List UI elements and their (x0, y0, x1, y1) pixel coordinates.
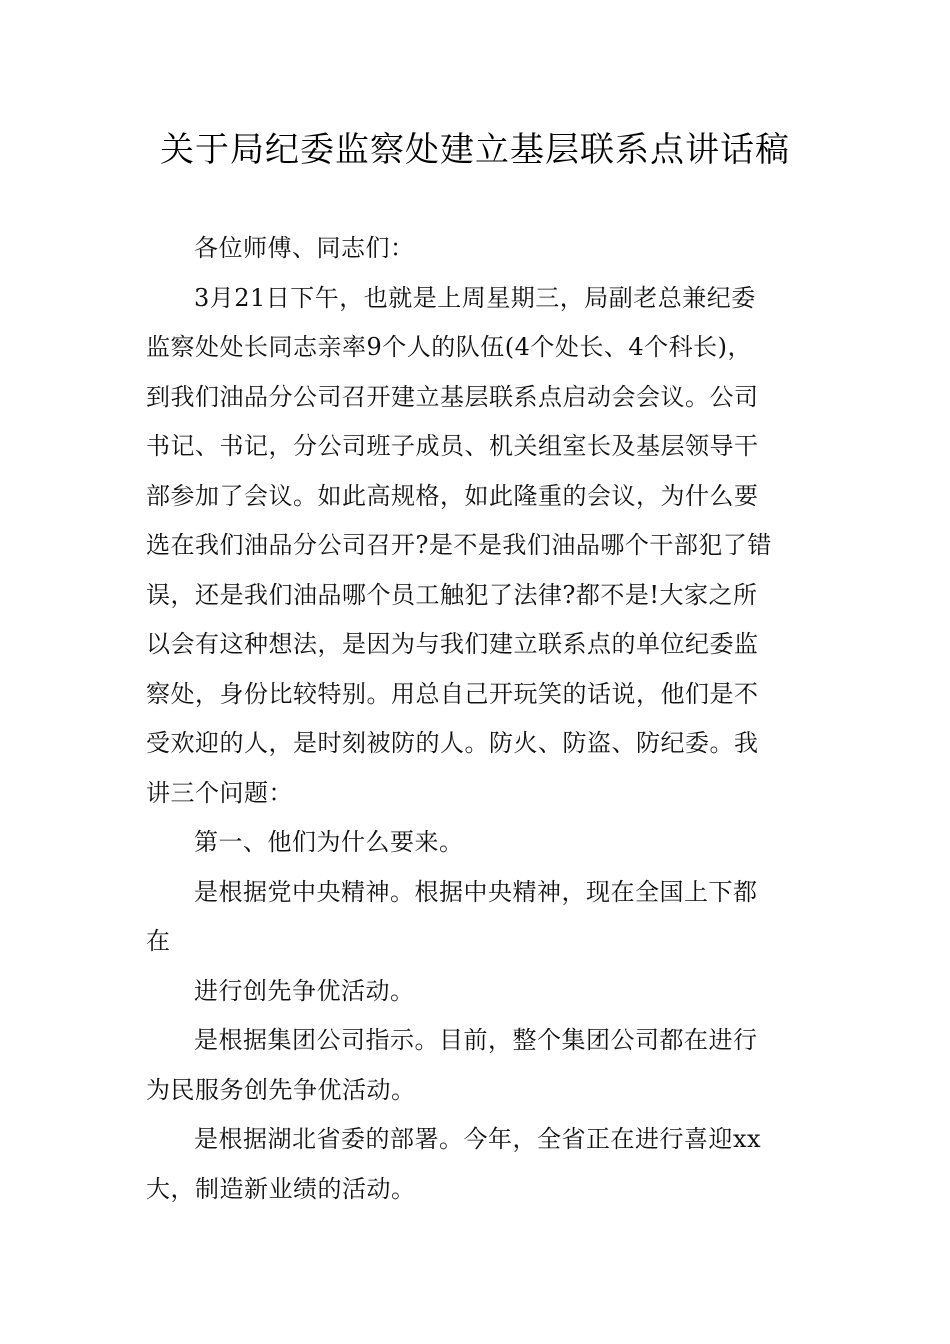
body-line: 讲三个问题： (146, 778, 293, 807)
body-line: 误，还是我们油品哪个员工触犯了法律?都不是!大家之所 (146, 580, 758, 609)
body-line: 选在我们油品分公司召开?是不是我们油品哪个干部犯了错 (146, 531, 772, 559)
body-line: 在 (146, 927, 171, 955)
body-line: 到我们油品分公司召开建立基层联系点启动会会议。公司 (146, 382, 759, 411)
body-line: 是根据党中央精神。根据中央精神，现在全国上下都 (194, 877, 758, 906)
body-line: 察处，身份比较特别。用总自己开玩笑的话说，他们是不 (146, 679, 759, 708)
body-line: 是根据集团公司指示。目前，整个集团公司都在进行 (194, 1026, 758, 1054)
body-line: 进行创先争优活动。 (194, 976, 415, 1005)
body-line: 各位师傅、同志们： (194, 234, 415, 262)
body-line: 监察处处长同志亲率9个人的队伍(4个处长、4个科长)， (146, 333, 753, 361)
body-line: 第一、他们为什么要来。 (194, 828, 464, 856)
body-line: 以会有这种想法，是因为与我们建立联系点的单位纪委监 (146, 630, 759, 658)
body-line: 受欢迎的人，是时刻被防的人。防火、防盗、防纪委。我 (146, 729, 759, 757)
body-line: 部参加了会议。如此高规格，如此隆重的会议，为什么要 (146, 481, 759, 510)
body-line: 为民服务创先争优活动。 (146, 1075, 416, 1104)
document-body (146, 224, 810, 1214)
body-line: 大，制造新业绩的活动。 (146, 1174, 416, 1203)
body-line: 书记、书记，分公司班子成员、机关组室长及基层领导干 (146, 432, 759, 460)
body-line: 3月21日下午，也就是上周星期三，局副老总兼纪委 (194, 283, 756, 312)
body-line: 是根据湖北省委的部署。今年，全省正在进行喜迎xx (194, 1125, 762, 1153)
document-title: 关于局纪委监察处建立基层联系点讲话稿 (160, 130, 790, 170)
